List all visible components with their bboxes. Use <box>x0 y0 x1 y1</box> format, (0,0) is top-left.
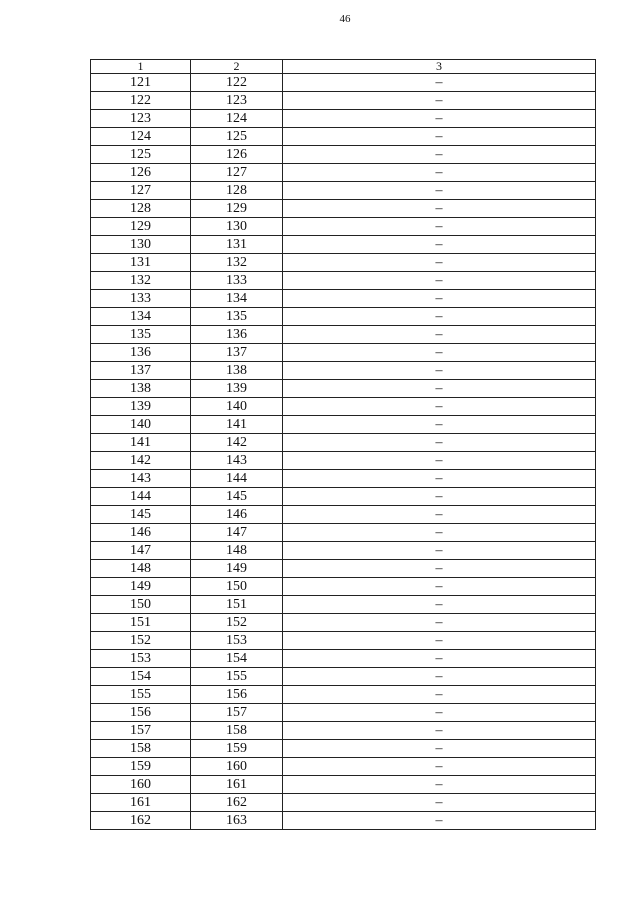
table-row <box>91 668 596 686</box>
table-cell-col-3: – <box>283 398 596 416</box>
table-cell-col-1: 138 <box>91 380 191 398</box>
table-cell-col-1: 131 <box>91 254 191 272</box>
table-row <box>91 74 596 92</box>
table-row <box>91 470 596 488</box>
table-row <box>91 542 596 560</box>
table-cell-col-2: 135 <box>191 308 283 326</box>
table-cell-col-3: – <box>283 290 596 308</box>
table-row <box>91 92 596 110</box>
table-cell-col-2: 150 <box>191 578 283 596</box>
table-row <box>91 758 596 776</box>
table-cell-col-2: 153 <box>191 632 283 650</box>
table-cell-col-1: 157 <box>91 722 191 740</box>
table-cell-col-2: 132 <box>191 254 283 272</box>
table-row <box>91 272 596 290</box>
table-row <box>91 164 596 182</box>
table-cell-col-2: 147 <box>191 524 283 542</box>
table-cell-col-1: 146 <box>91 524 191 542</box>
table-cell-col-2: 163 <box>191 812 283 830</box>
table-header <box>91 60 596 74</box>
table-row <box>91 362 596 380</box>
table-row <box>91 290 596 308</box>
table-cell-col-3: – <box>283 542 596 560</box>
table-cell-col-2: 140 <box>191 398 283 416</box>
table-row <box>91 812 596 830</box>
table-cell-col-2: 154 <box>191 650 283 668</box>
table-cell-col-1: 144 <box>91 488 191 506</box>
table-cell-col-3: – <box>283 308 596 326</box>
table-row <box>91 560 596 578</box>
table-cell-col-1: 134 <box>91 308 191 326</box>
table-cell-col-3: – <box>283 686 596 704</box>
table-cell-col-1: 150 <box>91 596 191 614</box>
table-cell-col-2: 152 <box>191 614 283 632</box>
table-cell-col-1: 123 <box>91 110 191 128</box>
table-cell-col-1: 135 <box>91 326 191 344</box>
table-cell-col-3: – <box>283 416 596 434</box>
table-cell-col-3: – <box>283 146 596 164</box>
table-cell-col-2: 155 <box>191 668 283 686</box>
table-cell-col-1: 140 <box>91 416 191 434</box>
table-row <box>91 146 596 164</box>
table-cell-col-1: 162 <box>91 812 191 830</box>
table-cell-col-2: 157 <box>191 704 283 722</box>
table-cell-col-1: 148 <box>91 560 191 578</box>
table-cell-col-3: – <box>283 326 596 344</box>
table-row <box>91 236 596 254</box>
table-cell-col-1: 125 <box>91 146 191 164</box>
table-row <box>91 416 596 434</box>
table-cell-col-3: – <box>283 722 596 740</box>
table-row <box>91 506 596 524</box>
table-cell-col-3: – <box>283 704 596 722</box>
table-cell-col-1: 132 <box>91 272 191 290</box>
table-row <box>91 128 596 146</box>
table-cell-col-1: 139 <box>91 398 191 416</box>
table-row <box>91 740 596 758</box>
table-row <box>91 254 596 272</box>
column-header-2: 2 <box>191 60 283 74</box>
table-cell-col-1: 133 <box>91 290 191 308</box>
table-cell-col-3: – <box>283 200 596 218</box>
table-cell-col-3: – <box>283 452 596 470</box>
table-cell-col-2: 141 <box>191 416 283 434</box>
table-cell-col-2: 123 <box>191 92 283 110</box>
table-cell-col-2: 151 <box>191 596 283 614</box>
table-body <box>91 74 596 830</box>
table-row <box>91 578 596 596</box>
table-row <box>91 326 596 344</box>
table-cell-col-2: 162 <box>191 794 283 812</box>
table-row <box>91 182 596 200</box>
table-cell-col-2: 137 <box>191 344 283 362</box>
table-row <box>91 596 596 614</box>
table-cell-col-3: – <box>283 578 596 596</box>
table-cell-col-2: 130 <box>191 218 283 236</box>
table-cell-col-1: 155 <box>91 686 191 704</box>
table-cell-col-1: 161 <box>91 794 191 812</box>
table-row <box>91 218 596 236</box>
table-cell-col-1: 124 <box>91 128 191 146</box>
table-cell-col-1: 159 <box>91 758 191 776</box>
table-cell-col-2: 138 <box>191 362 283 380</box>
table-row <box>91 380 596 398</box>
table-cell-col-3: – <box>283 794 596 812</box>
table-cell-col-1: 156 <box>91 704 191 722</box>
table-cell-col-2: 160 <box>191 758 283 776</box>
table-cell-col-3: – <box>283 74 596 92</box>
table-cell-col-1: 141 <box>91 434 191 452</box>
table-cell-col-2: 127 <box>191 164 283 182</box>
table-cell-col-3: – <box>283 362 596 380</box>
table-row <box>91 686 596 704</box>
table-row <box>91 110 596 128</box>
table-cell-col-2: 148 <box>191 542 283 560</box>
table-cell-col-2: 124 <box>191 110 283 128</box>
table-cell-col-3: – <box>283 92 596 110</box>
table-cell-col-1: 152 <box>91 632 191 650</box>
table-cell-col-3: – <box>283 650 596 668</box>
table-cell-col-1: 122 <box>91 92 191 110</box>
table-row <box>91 344 596 362</box>
table-cell-col-2: 158 <box>191 722 283 740</box>
table-cell-col-1: 129 <box>91 218 191 236</box>
table-cell-col-1: 130 <box>91 236 191 254</box>
table-cell-col-1: 143 <box>91 470 191 488</box>
table-cell-col-3: – <box>283 488 596 506</box>
table-cell-col-3: – <box>283 110 596 128</box>
table-cell-col-2: 149 <box>191 560 283 578</box>
table-cell-col-2: 126 <box>191 146 283 164</box>
table-cell-col-1: 151 <box>91 614 191 632</box>
table-cell-col-2: 144 <box>191 470 283 488</box>
table-cell-col-1: 149 <box>91 578 191 596</box>
table-cell-col-2: 122 <box>191 74 283 92</box>
table-cell-col-2: 146 <box>191 506 283 524</box>
table-cell-col-2: 145 <box>191 488 283 506</box>
table-cell-col-3: – <box>283 632 596 650</box>
table-row <box>91 614 596 632</box>
table-cell-col-2: 128 <box>191 182 283 200</box>
table-cell-col-3: – <box>283 380 596 398</box>
table-cell-col-2: 129 <box>191 200 283 218</box>
table-row <box>91 722 596 740</box>
table-row <box>91 632 596 650</box>
table-cell-col-2: 133 <box>191 272 283 290</box>
table-cell-col-2: 136 <box>191 326 283 344</box>
table-row <box>91 200 596 218</box>
table-cell-col-2: 143 <box>191 452 283 470</box>
table-cell-col-1: 127 <box>91 182 191 200</box>
data-table <box>90 59 596 830</box>
table-cell-col-2: 131 <box>191 236 283 254</box>
table-cell-col-3: – <box>283 524 596 542</box>
table-cell-col-3: – <box>283 758 596 776</box>
table-cell-col-1: 158 <box>91 740 191 758</box>
table-cell-col-3: – <box>283 254 596 272</box>
table-cell-col-1: 160 <box>91 776 191 794</box>
table-cell-col-1: 142 <box>91 452 191 470</box>
table-cell-col-1: 154 <box>91 668 191 686</box>
table-cell-col-1: 147 <box>91 542 191 560</box>
table-cell-col-3: – <box>283 272 596 290</box>
table-cell-col-2: 139 <box>191 380 283 398</box>
table-row <box>91 524 596 542</box>
table-cell-col-3: – <box>283 470 596 488</box>
table-cell-col-2: 159 <box>191 740 283 758</box>
table-cell-col-3: – <box>283 812 596 830</box>
table-cell-col-3: – <box>283 344 596 362</box>
table-cell-col-2: 161 <box>191 776 283 794</box>
header-row <box>91 60 596 74</box>
table-cell-col-3: – <box>283 218 596 236</box>
table-cell-col-3: – <box>283 434 596 452</box>
table-row <box>91 308 596 326</box>
table-cell-col-3: – <box>283 776 596 794</box>
table-row <box>91 704 596 722</box>
table-cell-col-3: – <box>283 182 596 200</box>
page-number: 46 <box>339 13 351 25</box>
table-cell-col-2: 156 <box>191 686 283 704</box>
table-cell-col-2: 125 <box>191 128 283 146</box>
table-cell-col-3: – <box>283 596 596 614</box>
table-cell-col-1: 153 <box>91 650 191 668</box>
table-row <box>91 794 596 812</box>
table-cell-col-1: 136 <box>91 344 191 362</box>
column-header-1: 1 <box>91 60 191 74</box>
table-cell-col-3: – <box>283 740 596 758</box>
table-cell-col-1: 128 <box>91 200 191 218</box>
table-row <box>91 650 596 668</box>
table-cell-col-2: 142 <box>191 434 283 452</box>
table-cell-col-1: 126 <box>91 164 191 182</box>
table-cell-col-3: – <box>283 236 596 254</box>
table-cell-col-3: – <box>283 560 596 578</box>
table-cell-col-3: – <box>283 506 596 524</box>
table-row <box>91 398 596 416</box>
table-cell-col-1: 121 <box>91 74 191 92</box>
table-row <box>91 776 596 794</box>
table-cell-col-3: – <box>283 668 596 686</box>
table-row <box>91 488 596 506</box>
table-row <box>91 452 596 470</box>
table-cell-col-2: 134 <box>191 290 283 308</box>
table-cell-col-3: – <box>283 164 596 182</box>
table-row <box>91 434 596 452</box>
column-header-3: 3 <box>283 60 596 74</box>
table-cell-col-1: 145 <box>91 506 191 524</box>
table-cell-col-3: – <box>283 614 596 632</box>
table-cell-col-3: – <box>283 128 596 146</box>
table-cell-col-1: 137 <box>91 362 191 380</box>
